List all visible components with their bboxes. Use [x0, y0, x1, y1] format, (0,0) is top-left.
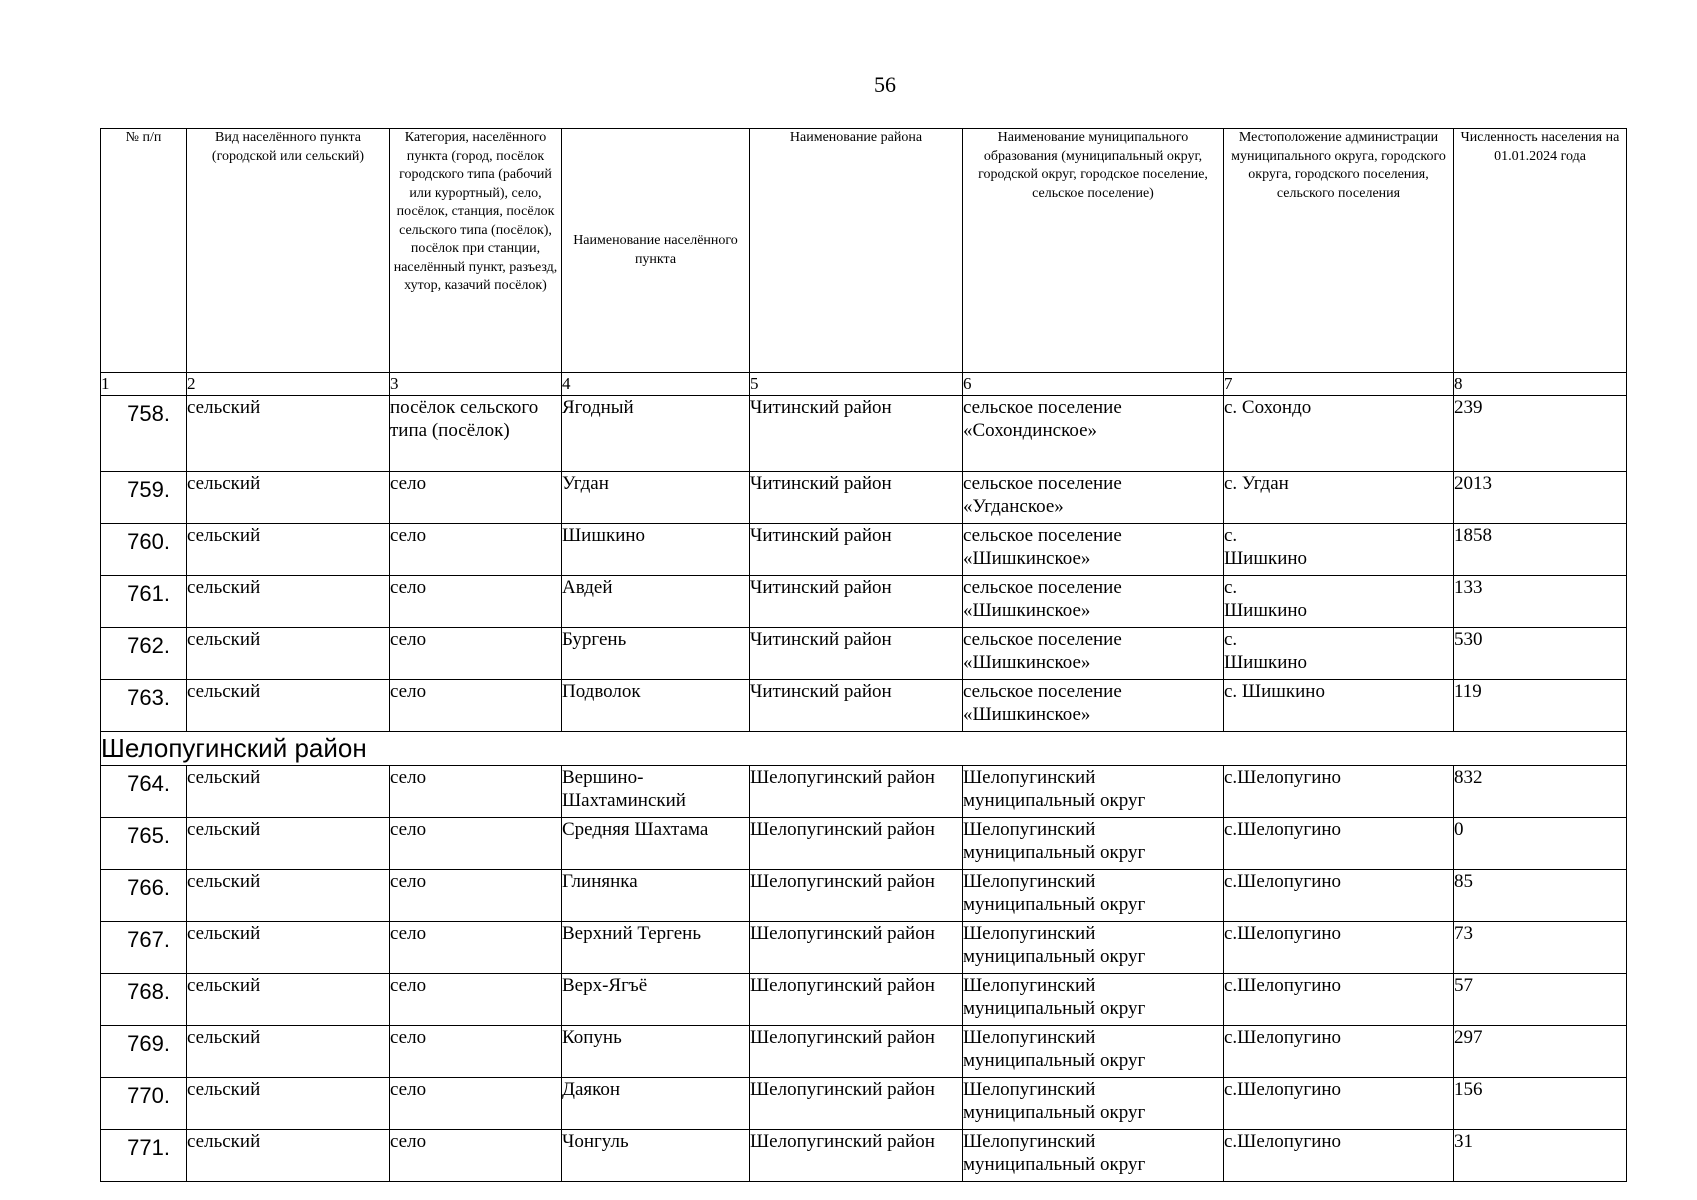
admin-location: с.Шелопугино [1224, 1130, 1454, 1182]
settlement-type: сельский [187, 628, 390, 680]
header-municipality: Наименование муниципального образования (муниципальный округ, городской округ, городское поселение, сельское поселение) [963, 129, 1224, 373]
admin-location: с. Шишкино [1224, 628, 1454, 680]
settlement-type: сельский [187, 974, 390, 1026]
table-row [101, 396, 1627, 472]
row-number: 771. [101, 1130, 187, 1182]
settlement-category: село [390, 818, 562, 870]
row-number: 770. [101, 1078, 187, 1130]
row-number: 763. [101, 680, 187, 732]
header-population: Численность населения на 01.01.2024 года [1454, 129, 1627, 373]
settlement-type: сельский [187, 922, 390, 974]
table-row [101, 1026, 1627, 1078]
district-name: Читинский район [750, 576, 963, 628]
settlement-name: Верх-Ягъё [562, 974, 750, 1026]
district-name: Шелопугинский район [750, 818, 963, 870]
page-number: 56 [874, 72, 896, 97]
population: 239 [1454, 396, 1627, 472]
settlement-category: село [390, 680, 562, 732]
column-number: 2 [187, 373, 390, 396]
table-row [101, 974, 1627, 1026]
row-number: 769. [101, 1026, 187, 1078]
column-number: 8 [1454, 373, 1627, 396]
table-row [101, 524, 1627, 576]
population: 133 [1454, 576, 1627, 628]
district-name: Читинский район [750, 524, 963, 576]
admin-location: с.Шелопугино [1224, 974, 1454, 1026]
settlement-type: сельский [187, 576, 390, 628]
settlement-category: село [390, 576, 562, 628]
column-number: 5 [750, 373, 963, 396]
admin-location: с. Шишкино [1224, 524, 1454, 576]
population: 85 [1454, 870, 1627, 922]
row-number: 758. [101, 396, 187, 472]
header-admin-location: Местоположение администрации муниципального округа, городского округа, городского поселения, сельского поселения [1224, 129, 1454, 373]
admin-location: с.Шелопугино [1224, 766, 1454, 818]
row-number: 768. [101, 974, 187, 1026]
district-name: Шелопугинский район [750, 974, 963, 1026]
district-name: Читинский район [750, 472, 963, 524]
column-number: 3 [390, 373, 562, 396]
district-name: Читинский район [750, 680, 963, 732]
population: 0 [1454, 818, 1627, 870]
municipality-name: Шелопугинский муниципальный округ [963, 974, 1224, 1026]
table-row [101, 818, 1627, 870]
municipality-name: Шелопугинский муниципальный округ [963, 870, 1224, 922]
municipality-name: сельское поселение «Угданское» [963, 472, 1224, 524]
population: 57 [1454, 974, 1627, 1026]
row-number: 767. [101, 922, 187, 974]
district-name: Шелопугинский район [750, 766, 963, 818]
settlement-type: сельский [187, 472, 390, 524]
settlement-name: Копунь [562, 1026, 750, 1078]
population: 156 [1454, 1078, 1627, 1130]
settlement-type: сельский [187, 818, 390, 870]
settlement-type: сельский [187, 870, 390, 922]
population: 832 [1454, 766, 1627, 818]
header-settlement-type: Вид населённого пункта (городской или сельский) [187, 129, 390, 373]
settlement-type: сельский [187, 680, 390, 732]
table-row [101, 766, 1627, 818]
header-settlement-name: Наименование населённого пункта [562, 129, 750, 373]
section-title: Шелопугинский район [101, 732, 1627, 766]
settlement-name: Авдей [562, 576, 750, 628]
district-name: Шелопугинский район [750, 1026, 963, 1078]
admin-location: с.Шелопугино [1224, 1026, 1454, 1078]
table-row [101, 870, 1627, 922]
row-number: 761. [101, 576, 187, 628]
settlement-name: Ягодный [562, 396, 750, 472]
settlement-type: сельский [187, 1078, 390, 1130]
row-number: 764. [101, 766, 187, 818]
table-row [101, 680, 1627, 732]
settlement-category: село [390, 1026, 562, 1078]
settlement-category: село [390, 870, 562, 922]
column-number: 1 [101, 373, 187, 396]
municipality-name: сельское поселение «Шишкинское» [963, 628, 1224, 680]
table-header-row [101, 129, 1627, 373]
settlement-type: сельский [187, 524, 390, 576]
district-name: Шелопугинский район [750, 1078, 963, 1130]
settlement-type: сельский [187, 1026, 390, 1078]
settlement-category: село [390, 472, 562, 524]
settlement-name: Подволок [562, 680, 750, 732]
municipality-name: Шелопугинский муниципальный округ [963, 766, 1224, 818]
municipality-name: сельское поселение «Сохондинское» [963, 396, 1224, 472]
municipality-name: Шелопугинский муниципальный округ [963, 1078, 1224, 1130]
population: 31 [1454, 1130, 1627, 1182]
admin-location: с. Сохондо [1224, 396, 1454, 472]
admin-location: с. Угдан [1224, 472, 1454, 524]
table-row [101, 1078, 1627, 1130]
settlement-name: Чонгуль [562, 1130, 750, 1182]
settlement-name: Даякон [562, 1078, 750, 1130]
population: 1858 [1454, 524, 1627, 576]
district-name: Читинский район [750, 628, 963, 680]
admin-location: с.Шелопугино [1224, 818, 1454, 870]
column-number-row [101, 373, 1627, 396]
population: 297 [1454, 1026, 1627, 1078]
row-number: 765. [101, 818, 187, 870]
settlement-name: Шишкино [562, 524, 750, 576]
population: 119 [1454, 680, 1627, 732]
municipality-name: Шелопугинский муниципальный округ [963, 1026, 1224, 1078]
district-name: Шелопугинский район [750, 1130, 963, 1182]
column-number: 4 [562, 373, 750, 396]
population: 73 [1454, 922, 1627, 974]
settlement-name: Бургень [562, 628, 750, 680]
settlement-name: Глинянка [562, 870, 750, 922]
population: 2013 [1454, 472, 1627, 524]
population: 530 [1454, 628, 1627, 680]
row-number: 760. [101, 524, 187, 576]
municipality-name: сельское поселение «Шишкинское» [963, 524, 1224, 576]
section-heading-row [101, 732, 1627, 766]
settlement-category: село [390, 922, 562, 974]
row-number: 762. [101, 628, 187, 680]
district-name: Шелопугинский район [750, 922, 963, 974]
table-row [101, 1130, 1627, 1182]
municipality-name: сельское поселение «Шишкинское» [963, 576, 1224, 628]
header-number: № п/п [101, 129, 187, 373]
district-name: Читинский район [750, 396, 963, 472]
municipality-name: Шелопугинский муниципальный округ [963, 818, 1224, 870]
settlement-category: посёлок сельского типа (посёлок) [390, 396, 562, 472]
admin-location: с. Шишкино [1224, 576, 1454, 628]
settlement-category: село [390, 524, 562, 576]
row-number: 759. [101, 472, 187, 524]
settlement-category: село [390, 1078, 562, 1130]
settlement-category: село [390, 1130, 562, 1182]
column-number: 6 [963, 373, 1224, 396]
table-row [101, 628, 1627, 680]
column-number: 7 [1224, 373, 1454, 396]
admin-location: с.Шелопугино [1224, 922, 1454, 974]
settlement-category: село [390, 628, 562, 680]
settlement-name: Средняя Шахтама [562, 818, 750, 870]
row-number: 766. [101, 870, 187, 922]
settlement-name: Вершино-Шахтаминский [562, 766, 750, 818]
table-row [101, 922, 1627, 974]
admin-location: с.Шелопугино [1224, 1078, 1454, 1130]
header-category: Категория, населённого пункта (город, посёлок городского типа (рабочий или курортный), село, посёлок, станция, посёлок сельского типа (посёлок), посёлок при станции, населённый пункт, разъезд, хутор, казачий посёлок) [390, 129, 562, 373]
district-name: Шелопугинский район [750, 870, 963, 922]
municipality-name: Шелопугинский муниципальный округ [963, 922, 1224, 974]
settlement-category: село [390, 766, 562, 818]
municipality-name: сельское поселение «Шишкинское» [963, 680, 1224, 732]
settlement-type: сельский [187, 766, 390, 818]
settlement-category: село [390, 974, 562, 1026]
admin-location: с.Шелопугино [1224, 870, 1454, 922]
settlement-name: Верхний Тергень [562, 922, 750, 974]
table-row [101, 576, 1627, 628]
settlement-type: сельский [187, 1130, 390, 1182]
admin-location: с. Шишкино [1224, 680, 1454, 732]
settlements-table [100, 128, 1627, 1182]
table-row [101, 472, 1627, 524]
settlement-name: Угдан [562, 472, 750, 524]
settlement-type: сельский [187, 396, 390, 472]
municipality-name: Шелопугинский муниципальный округ [963, 1130, 1224, 1182]
header-district: Наименование района [750, 129, 963, 373]
